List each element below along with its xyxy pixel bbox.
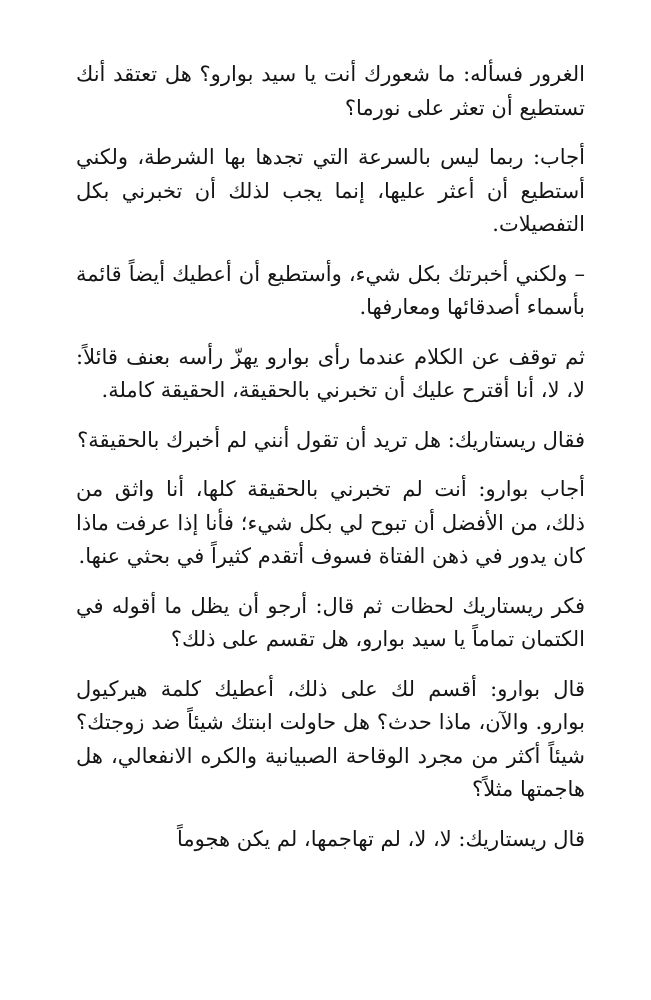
paragraph-7: فكر ريستاريك لحظات ثم قال: أرجو أن يظل ما أقوله في الكتمان تماماً يا سيد بوارو، هل تقسم على ذلك؟ <box>76 593 585 651</box>
paragraph-2: أجاب: ربما ليس بالسرعة التي تجدها بها الشرطة، ولكني أستطيع أن أعثر عليها، إنما يجب لذلك أن تخبرني بكل التفصيلات. <box>76 145 585 236</box>
paragraph-3: – ولكني أخبرتك بكل شيء، وأستطيع أن أعطيك أيضاً قائمة بأسماء أصدقائها ومعارفها. <box>76 261 585 319</box>
paragraph-4: ثم توقف عن الكلام عندما رأى بوارو يهزّ رأسه بعنف قائلاً: لا، لا، أنا أقترح عليك أن تخبرني بالحقيقة، الحقيقة كاملة. <box>76 344 585 402</box>
paragraph-6: أجاب بوارو: أنت لم تخبرني بالحقيقة كلها، أنا واثق من ذلك، من الأفضل أن تبوح لي بكل شيء؛ فأنا إذا عرفت ماذا كان يدور في ذهن الفتاة فسوف أتقدم كثيراً في بحثي عنها. <box>76 477 585 568</box>
paragraph-8: قال بوارو: أقسم لك على ذلك، أعطيك كلمة هيركيول بوارو. والآن، ماذا حدث؟ هل حاولت ابنتك شيئاً ضد زوجتك؟ شيئاً أكثر من مجرد الوقاحة الصبيانية والكره الانفعالي، هل هاجمتها مثلاً؟ <box>76 676 585 801</box>
paragraph-5: فقال ريستاريك: هل تريد أن تقول أنني لم أخبرك بالحقيقة؟ <box>77 427 585 452</box>
paragraph-1: الغرور فسأله: ما شعورك أنت يا سيد بوارو؟ هل تعتقد أنك تستطيع أن تعثر على نورما؟ <box>76 62 585 120</box>
book-page-text <box>76 58 585 872</box>
paragraph-9: قال ريستاريك: لا، لا، لم تهاجمها، لم يكن هجوماً <box>176 826 585 851</box>
